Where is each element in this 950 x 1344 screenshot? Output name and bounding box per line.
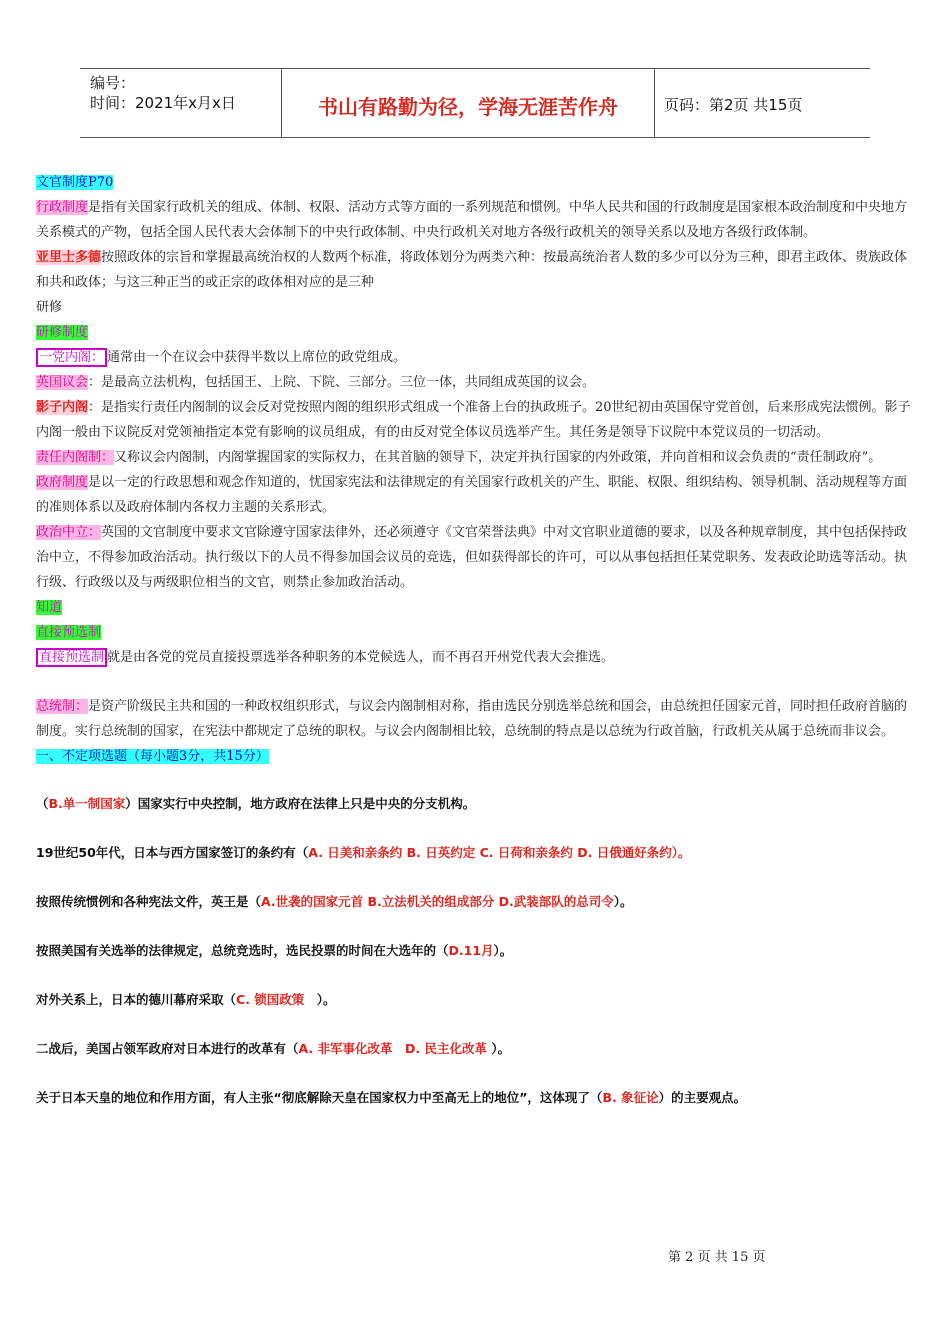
number-label: 编号： (90, 74, 136, 92)
term-highlight: 亚里士多德 (36, 250, 102, 265)
section-heading (36, 744, 916, 769)
paragraph (36, 345, 916, 370)
term-highlight: 总统制： (36, 699, 89, 714)
question-answer: B.单一制国家 (48, 796, 126, 811)
paragraph-text: 又称议会内阁制，内阁掌握国家的实际权力，在其首脑的领导下，决定并执行国家的内外政策，并向首相和议会负责的“责任制政府”。 (114, 450, 882, 465)
question-answer: B. 象征论 (602, 1090, 659, 1105)
question-item: 按照美国有关选举的法律规定，总统竞选时，选民投票的时间在大选年的（D.11月）。 (36, 943, 513, 958)
section-title: 一、不定项选题（每小题3分，共15分） (36, 749, 269, 764)
term-highlight: 影子内阁 (36, 400, 89, 415)
paragraph (36, 370, 916, 395)
question-answer: D.11月 (448, 943, 494, 958)
header-divider (654, 69, 655, 137)
paragraph-text: 通常由一个在议会中获得半数以上席位的政党组成。 (107, 350, 407, 365)
time-label: 时间：2021年x月x日 (90, 94, 236, 112)
paragraph-text: 按照政体的宗旨和掌握最高统治权的人数两个标准，将政体划分为两类六种：按最高统治者人数的多少可以分为三种，即君主政体、贵族政体和共和政体；与这三种正当的或正宗的政体相对应的是三种 (36, 250, 908, 290)
paragraph-text: 是以一定的行政思想和观念作知道的，忧国家宪法和法律规定的有关国家行政机关的产生、职能、权限、组织结构、领导机制、活动规程等方面的准则体系以及政府体制内各权力主题的关系形式。 (36, 475, 908, 515)
paragraph (36, 694, 916, 744)
question-answer: C. 锁国政策 (236, 992, 305, 1007)
question-item: 对外关系上，日本的德川幕府采取（C. 锁国政策 ）。 (36, 992, 336, 1007)
paragraph-text: 就是由各党的党员直接投票选举各种职务的本党候选人，而不再召开州党代表大会推选。 (107, 650, 615, 665)
paragraph (36, 470, 916, 520)
question-item: 按照传统惯例和各种宪法文件，英王是（A.世袭的国家元首 B.立法机关的组成部分 D.武装部队的总司令）。 (36, 894, 633, 909)
question-answer: A. 日美和亲条约 B. 日英约定 C. 日荷和亲条约 D. 日俄通好条约）。 (308, 845, 691, 860)
section-title: 知道 (36, 600, 63, 615)
page-footer: 第 2 页 共 15 页 (668, 1250, 766, 1265)
question-item: 19世纪50年代，日本与西方国家签订的条约有（A. 日美和亲条约 B. 日英约定 C. 日荷和亲条约 D. 日俄通好条约）。 (36, 845, 691, 860)
paragraph-text: 是资产阶级民主共和国的一种政权组织形式，与议会内阁制相对称，指由选民分别选举总统和国会，由总统担任国家元首，同时担任政府首脑的制度。实行总统制的国家，在宪法中都规定了总统的职权。与议会内阁制相比较，总统制的特点是以总统为行政首脑，行政机关从属于总统而非议会。 (36, 699, 908, 739)
page-ref: P70 (88, 175, 114, 190)
paragraph-text: 英国的文官制度中要求文官除遵守国家法律外，还必须遵守《文官荣誉法典》中对文官职业道德的要求，以及各种规章制度，其中包括保持政治中立，不得参加政治活动。执行级以下的人员不得参加国会议员的竞选，但如获得部长的许可，可以从事包括担任某党职务、发表政论助选等活动。执行级、行政级以及与两级职位相当的文官，则禁止参加政治活动。 (36, 525, 908, 590)
question-answer: A.世袭的国家元首 B.立法机关的组成部分 D.武装部队的总司令 (261, 894, 614, 909)
paragraph (36, 395, 916, 445)
section-heading (36, 320, 916, 345)
term-highlight: 行政制度 (36, 200, 89, 215)
paragraph (36, 445, 916, 470)
section-title: 直接预选制 (36, 625, 102, 640)
paragraph-text: ：是指实行责任内阁制的议会反对党按照内阁的组织形式组成一个准备上台的执政班子。20世纪初由英国保守党首创，后来形成宪法惯例。影子内阁一般由下议院反对党领袖指定本党有影响的议员组成，有的由反对党全体议员选举产生。其任务是领导下议院中本党议员的一切活动。 (36, 400, 911, 440)
document-body (36, 170, 916, 1110)
question-item: 关于日本天皇的地位和作用方面，有人主张“彻底解除天皇在国家权力中至高无上的地位”，这体现了（B. 象征论）的主要观点。 (36, 1090, 747, 1105)
header-motto: 书山有路勤为径，学海无涯苦作舟 (318, 95, 618, 119)
term-highlight: 直接预选制 (36, 648, 107, 667)
paragraph (36, 645, 916, 670)
page-header (80, 68, 870, 138)
section-heading (36, 170, 916, 195)
section-heading (36, 595, 916, 620)
section-title: 研修制度 (36, 325, 89, 340)
term-highlight: 政治中立： (36, 525, 102, 540)
term-highlight: 政府制度 (36, 475, 89, 490)
question-item: 二战后，美国占领军政府对日本进行的改革有（A. 非军事化改革 D. 民主化改革 ）。 (36, 1041, 511, 1056)
term-highlight: 责任内阁制： (36, 450, 115, 465)
section-title: 文官制度 (36, 175, 89, 190)
question-item: （B.单一制国家）国家实行中央控制，地方政府在法律上只是中央的分支机构。 (36, 796, 476, 811)
header-meta (90, 73, 280, 113)
question-answer: A. 非军事化改革 D. 民主化改革 (298, 1041, 487, 1056)
page-number-label: 页码：第2页 共15页 (664, 96, 803, 114)
term-highlight: 一党内阁： (36, 348, 107, 367)
paragraph-text: ：是最高立法机构，包括国王、上院、下院、三部分。三位一体，共同组成英国的议会。 (88, 375, 596, 390)
section-heading (36, 620, 916, 645)
paragraph (36, 195, 916, 245)
paragraph (36, 245, 916, 295)
paragraph: 研修 (36, 300, 63, 315)
paragraph (36, 520, 916, 595)
term-highlight: 英国议会 (36, 375, 89, 390)
paragraph-text: 是指有关国家行政机关的组成、体制、权限、活动方式等方面的一系列规范和惯例。中华人民共和国的行政制度是国家根本政治制度和中央地方关系模式的产物，包括全国人民代表大会体制下的中央行政体制、中央行政机关对地方各级行政机关的领导关系以及地方各级行政体制。 (36, 200, 908, 240)
